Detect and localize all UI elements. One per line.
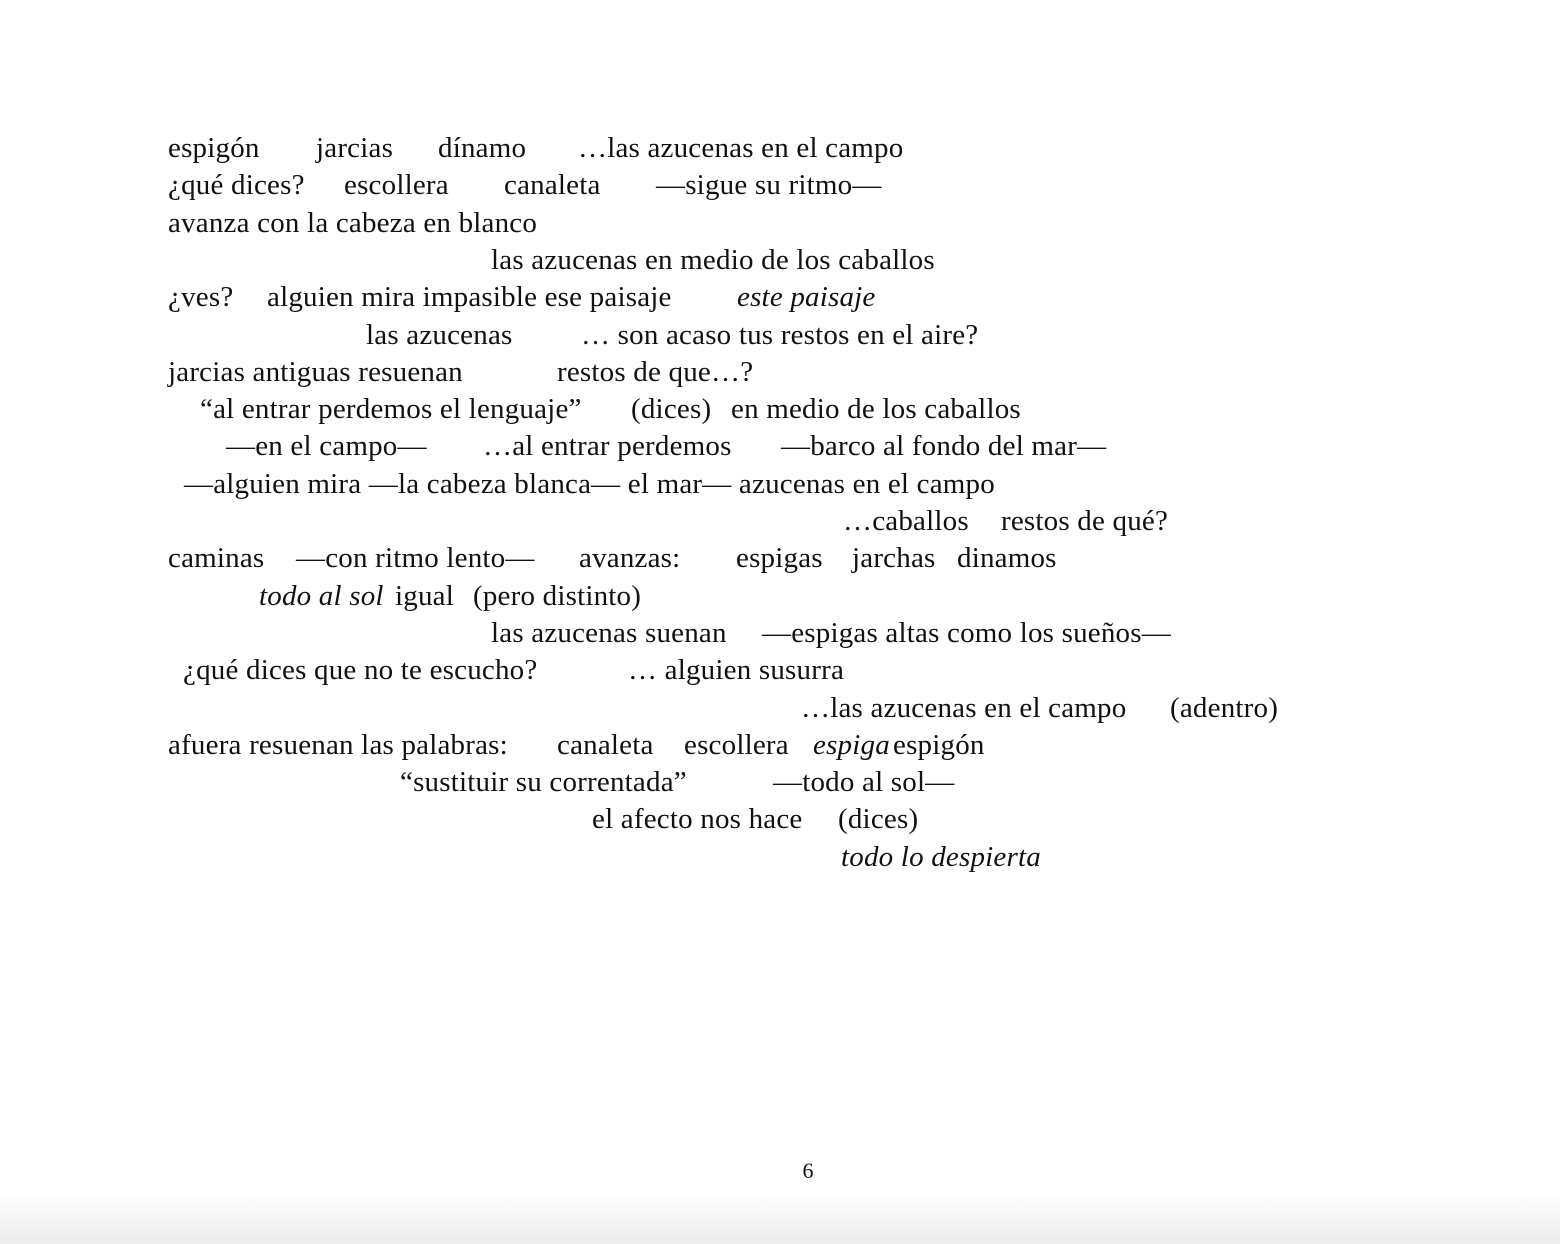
poem-phrase: jarcias: [316, 132, 394, 164]
poem-phrase: —espigas altas como los sueños—: [762, 617, 1171, 649]
poem-phrase: —en el campo—: [226, 430, 427, 462]
poem-phrase: las azucenas: [366, 319, 513, 351]
poem-phrase: (dices): [838, 803, 919, 835]
poem-phrase: espigón: [893, 729, 985, 761]
poem-phrase: “al entrar perdemos el lenguaje”: [200, 393, 582, 425]
poem-phrase: …al entrar perdemos: [483, 430, 732, 462]
poem-phrase: dinamos: [957, 542, 1057, 574]
poem-phrase: …caballos: [843, 505, 969, 537]
poem-phrase: afuera resuenan las palabras:: [168, 729, 508, 761]
poem-phrase: “sustituir su correntada”: [400, 766, 687, 798]
poem-phrase: ¿qué dices que no te escucho?: [183, 654, 538, 686]
poem-phrase: restos de qué?: [1001, 505, 1169, 537]
poem-phrase: (pero distinto): [473, 580, 642, 612]
poem-phrase: alguien mira impasible ese paisaje: [267, 281, 672, 313]
poem-phrase: las azucenas en medio de los caballos: [491, 244, 935, 276]
poem-phrase: jarchas: [852, 542, 936, 574]
poem-phrase: … son acaso tus restos en el aire?: [581, 319, 979, 351]
poem-phrase: igual: [395, 580, 454, 612]
poem-phrase: …las azucenas en el campo: [801, 692, 1127, 724]
poem-phrase: dínamo: [438, 132, 527, 164]
poem-phrase: —alguien mira —la cabeza blanca— el mar— azucenas en el campo: [184, 468, 995, 500]
poem-phrase: espigas: [736, 542, 823, 574]
poem-phrase: —sigue su ritmo—: [656, 169, 882, 201]
poem-phrase: el afecto nos hace: [592, 803, 803, 835]
poem-phrase: caminas: [168, 542, 265, 574]
poem-phrase: canaleta: [557, 729, 654, 761]
poem-phrase: las azucenas suenan: [491, 617, 727, 649]
poem-phrase: —todo al sol—: [773, 766, 955, 798]
poem-phrase: ¿qué dices?: [168, 169, 305, 201]
poem-phrase: —con ritmo lento—: [296, 542, 535, 574]
poem-phrase: (adentro): [1170, 692, 1279, 724]
poem-phrase: espigón: [168, 132, 260, 164]
poem-phrase: escollera: [684, 729, 789, 761]
poem-phrase: escollera: [344, 169, 449, 201]
poem-phrase: —barco al fondo del mar—: [781, 430, 1107, 462]
poem-phrase: avanzas:: [579, 542, 681, 574]
poem-phrase: en medio de los caballos: [731, 393, 1021, 425]
italic-phrase: este paisaje: [737, 281, 876, 313]
italic-phrase: todo lo despierta: [841, 841, 1041, 873]
poem-phrase: avanza con la cabeza en blanco: [168, 207, 538, 239]
poem-phrase: jarcias antiguas resuenan: [168, 356, 463, 388]
poem-phrase: ¿ves?: [168, 281, 234, 313]
italic-phrase: espiga: [813, 729, 890, 761]
italic-phrase: todo al sol: [259, 580, 384, 612]
viewer-bottom-shade: [0, 1190, 1560, 1244]
poem-phrase: canaleta: [504, 169, 601, 201]
poem-phrase: (dices): [631, 393, 712, 425]
page-number: 6: [802, 1158, 814, 1183]
poem-phrase: …las azucenas en el campo: [578, 132, 904, 164]
poem-phrase: restos de que…?: [557, 356, 754, 388]
poem-phrase: … alguien susurra: [628, 654, 845, 686]
